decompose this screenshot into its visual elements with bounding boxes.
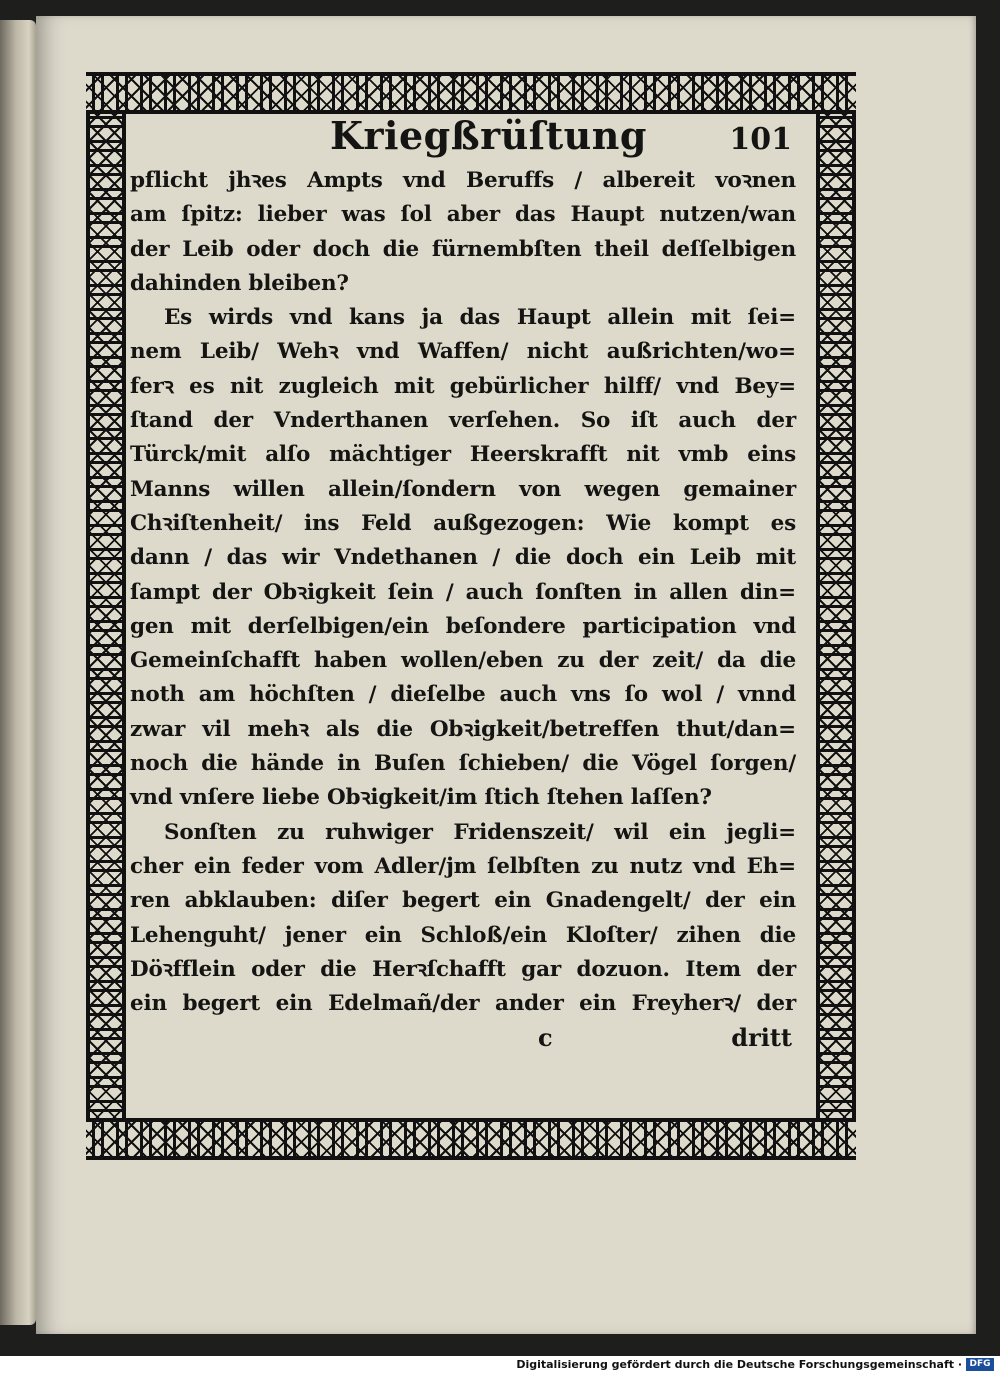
text-line: pflicht jhꝛes Ampts vnd Beruffs / albereit voꝛnen <box>130 168 796 193</box>
page-number: 101 <box>729 122 792 157</box>
text-line: nem Leib/ Wehꝛ vnd Waffen/ nicht außrichten/wo= <box>130 339 796 365</box>
ornament-border-left <box>86 114 126 1118</box>
text-line: der Leib oder doch die fürnembſten theil deſſelbigen <box>130 236 796 262</box>
catchword-row <box>130 1021 796 1061</box>
text-line: Chꝛiſtenheit/ ins Feld außgezogen: Wie kompt es <box>130 510 796 536</box>
ornament-border-bottom <box>86 1118 856 1160</box>
text-line: dahinden bleiben? <box>130 270 349 296</box>
text-line: dann / das wir Vndethanen / die doch ein Leib mit <box>130 545 796 571</box>
text-line: vnd vnſere liebe Obꝛigkeit/im ſtich ſtehen laſſen? <box>130 785 712 811</box>
text-line: cher ein feder vom Adler/jm ſelbſten zu nutz vnd Eh= <box>130 853 796 879</box>
signature-mark: c <box>538 1023 553 1053</box>
text-line: Döꝛfflein oder die Herꝛſchafft gar dozuon. Item der <box>130 956 796 982</box>
text-line: ſampt der Obꝛigkeit ſein / auch ſonſten in allen din= <box>130 579 796 605</box>
running-head-row <box>130 112 796 164</box>
text-line: noch die hände in Buſen ſchieben/ die Vögel ſorgen/ <box>130 751 796 777</box>
text-line: ſtand der Vnderthanen verſehen. So iſt auch der <box>130 408 796 434</box>
previous-page-edge <box>0 20 36 1325</box>
text-line: Gemeinſchafft haben wollen/eben zu der zeit/ da die <box>130 648 796 674</box>
running-head-title: Kriegßrüſtung <box>330 113 647 158</box>
catchword: dritt <box>731 1023 792 1053</box>
text-line: zwar vil mehꝛ als die Obꝛigkeit/betreffen thut/dan= <box>130 716 796 742</box>
text-line: Lehenguht/ jener ein Schloß/ein Kloſter/ zihen die <box>130 922 796 948</box>
text-line: gen mit derſelbigen/ein beſondere participation vnd <box>130 613 796 639</box>
dfg-logo: DFG <box>966 1358 994 1371</box>
text-line: ren abklauben: diſer begert ein Gnadengelt/ der ein <box>130 888 796 914</box>
text-line: Es wirds vnd kans ja das Haupt allein mit ſei= <box>164 305 796 331</box>
text-line: ferꝛ es nit zugleich mit gebürlicher hilff/ vnd Bey= <box>130 373 796 399</box>
text-line: Türck/mit alſo mächtiger Heerskrafft nit vmb eins <box>130 442 796 468</box>
text-line: am ſpitz: lieber was ſol aber das Haupt nutzen/wan <box>130 202 796 228</box>
ornament-border-top <box>86 72 856 114</box>
text-line: Manns willen allein/ſondern von wegen gemainer <box>130 476 796 502</box>
funding-credit: Digitalisierung gefördert durch die Deutsche Forschungsgemeinschaft · <box>516 1358 962 1371</box>
text-line: ein begert ein Edelmañ/der ander ein Freyherꝛ/ der <box>130 991 796 1017</box>
ornament-border-right <box>816 114 856 1118</box>
text-line: Sonſten zu ruhwiger Fridenszeit/ wil ein jegli= <box>164 819 796 845</box>
page-text-block <box>130 112 796 1112</box>
text-line: noth am höchſten / dieſelbe auch vns ſo wol / vnnd <box>130 682 796 708</box>
